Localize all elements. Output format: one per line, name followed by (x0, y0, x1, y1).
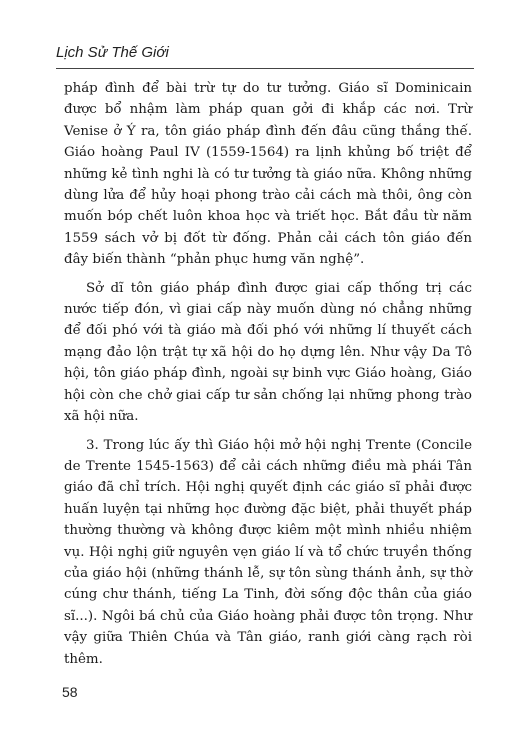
page-body (64, 78, 472, 677)
paragraph-3: 3. Trong lúc ấy thì Giáo hội mở hội nghị Trente (Concile de Trente 1545-1563) để cải cách những điều mà phái Tân giáo đã chỉ trích. Hội nghị quyết định các giáo sĩ phải được huấn luyện tại những học đường đặc biệt, phải thuyết pháp thường thường và không được kiêm một mình nhiều nhiệm vụ. Hội nghị giữ nguyên vẹn giáo lí và tổ chức truyền thống của giáo hội (những thánh lễ, sự tôn sùng thánh ảnh, sự thờ cúng chư thánh, tiếng La Tinh, đời sống độc thân của giáo sĩ...). Ngôi bá chủ của Giáo hoàng phải được tôn trọng. Như vậy giữa Thiên Chúa và Tân giáo, ranh giới càng rạch ròi thêm. (64, 437, 472, 667)
page-number: 58 (62, 684, 78, 700)
paragraph-2: Sở dĩ tôn giáo pháp đình được giai cấp thống trị các nước tiếp đón, vì giai cấp này muốn dùng nó chẳng những để đối phó với tà giáo mà đối phó với những lí thuyết cách mạng đảo lộn trật tự xã hội do họ dựng lên. Như vậy Da Tô hội, tôn giáo pháp đình, ngoài sự binh vực Giáo hoàng, Giáo hội còn che chở giai cấp tư sản chống lại những phong trào xã hội nữa. (64, 280, 472, 425)
header-rule (56, 68, 474, 69)
running-header: Lịch Sử Thế Giới (56, 44, 169, 61)
paragraph-1: pháp đình để bài trừ tự do tư tưởng. Giáo sĩ Dominicain được bổ nhậm làm pháp quan gởi đi khắp các nơi. Trừ Venise ở Ý ra, tôn giáo pháp đình đến đâu cũng thắng thế. Giáo hoàng Paul IV (1559-1564) ra lịnh khủng bố triệt để những kẻ tình nghi là có tư tưởng tà giáo nữa. Không những dùng lửa để hủy hoại phong trào cải cách mà thôi, ông còn muốn bóp chết luôn khoa học và triết học. Bắt đầu từ năm 1559 sách vở bị đốt từ đống. Phản cải cách tôn giáo đến đây biến thành “phản phục hưng văn nghệ”. (64, 81, 472, 268)
